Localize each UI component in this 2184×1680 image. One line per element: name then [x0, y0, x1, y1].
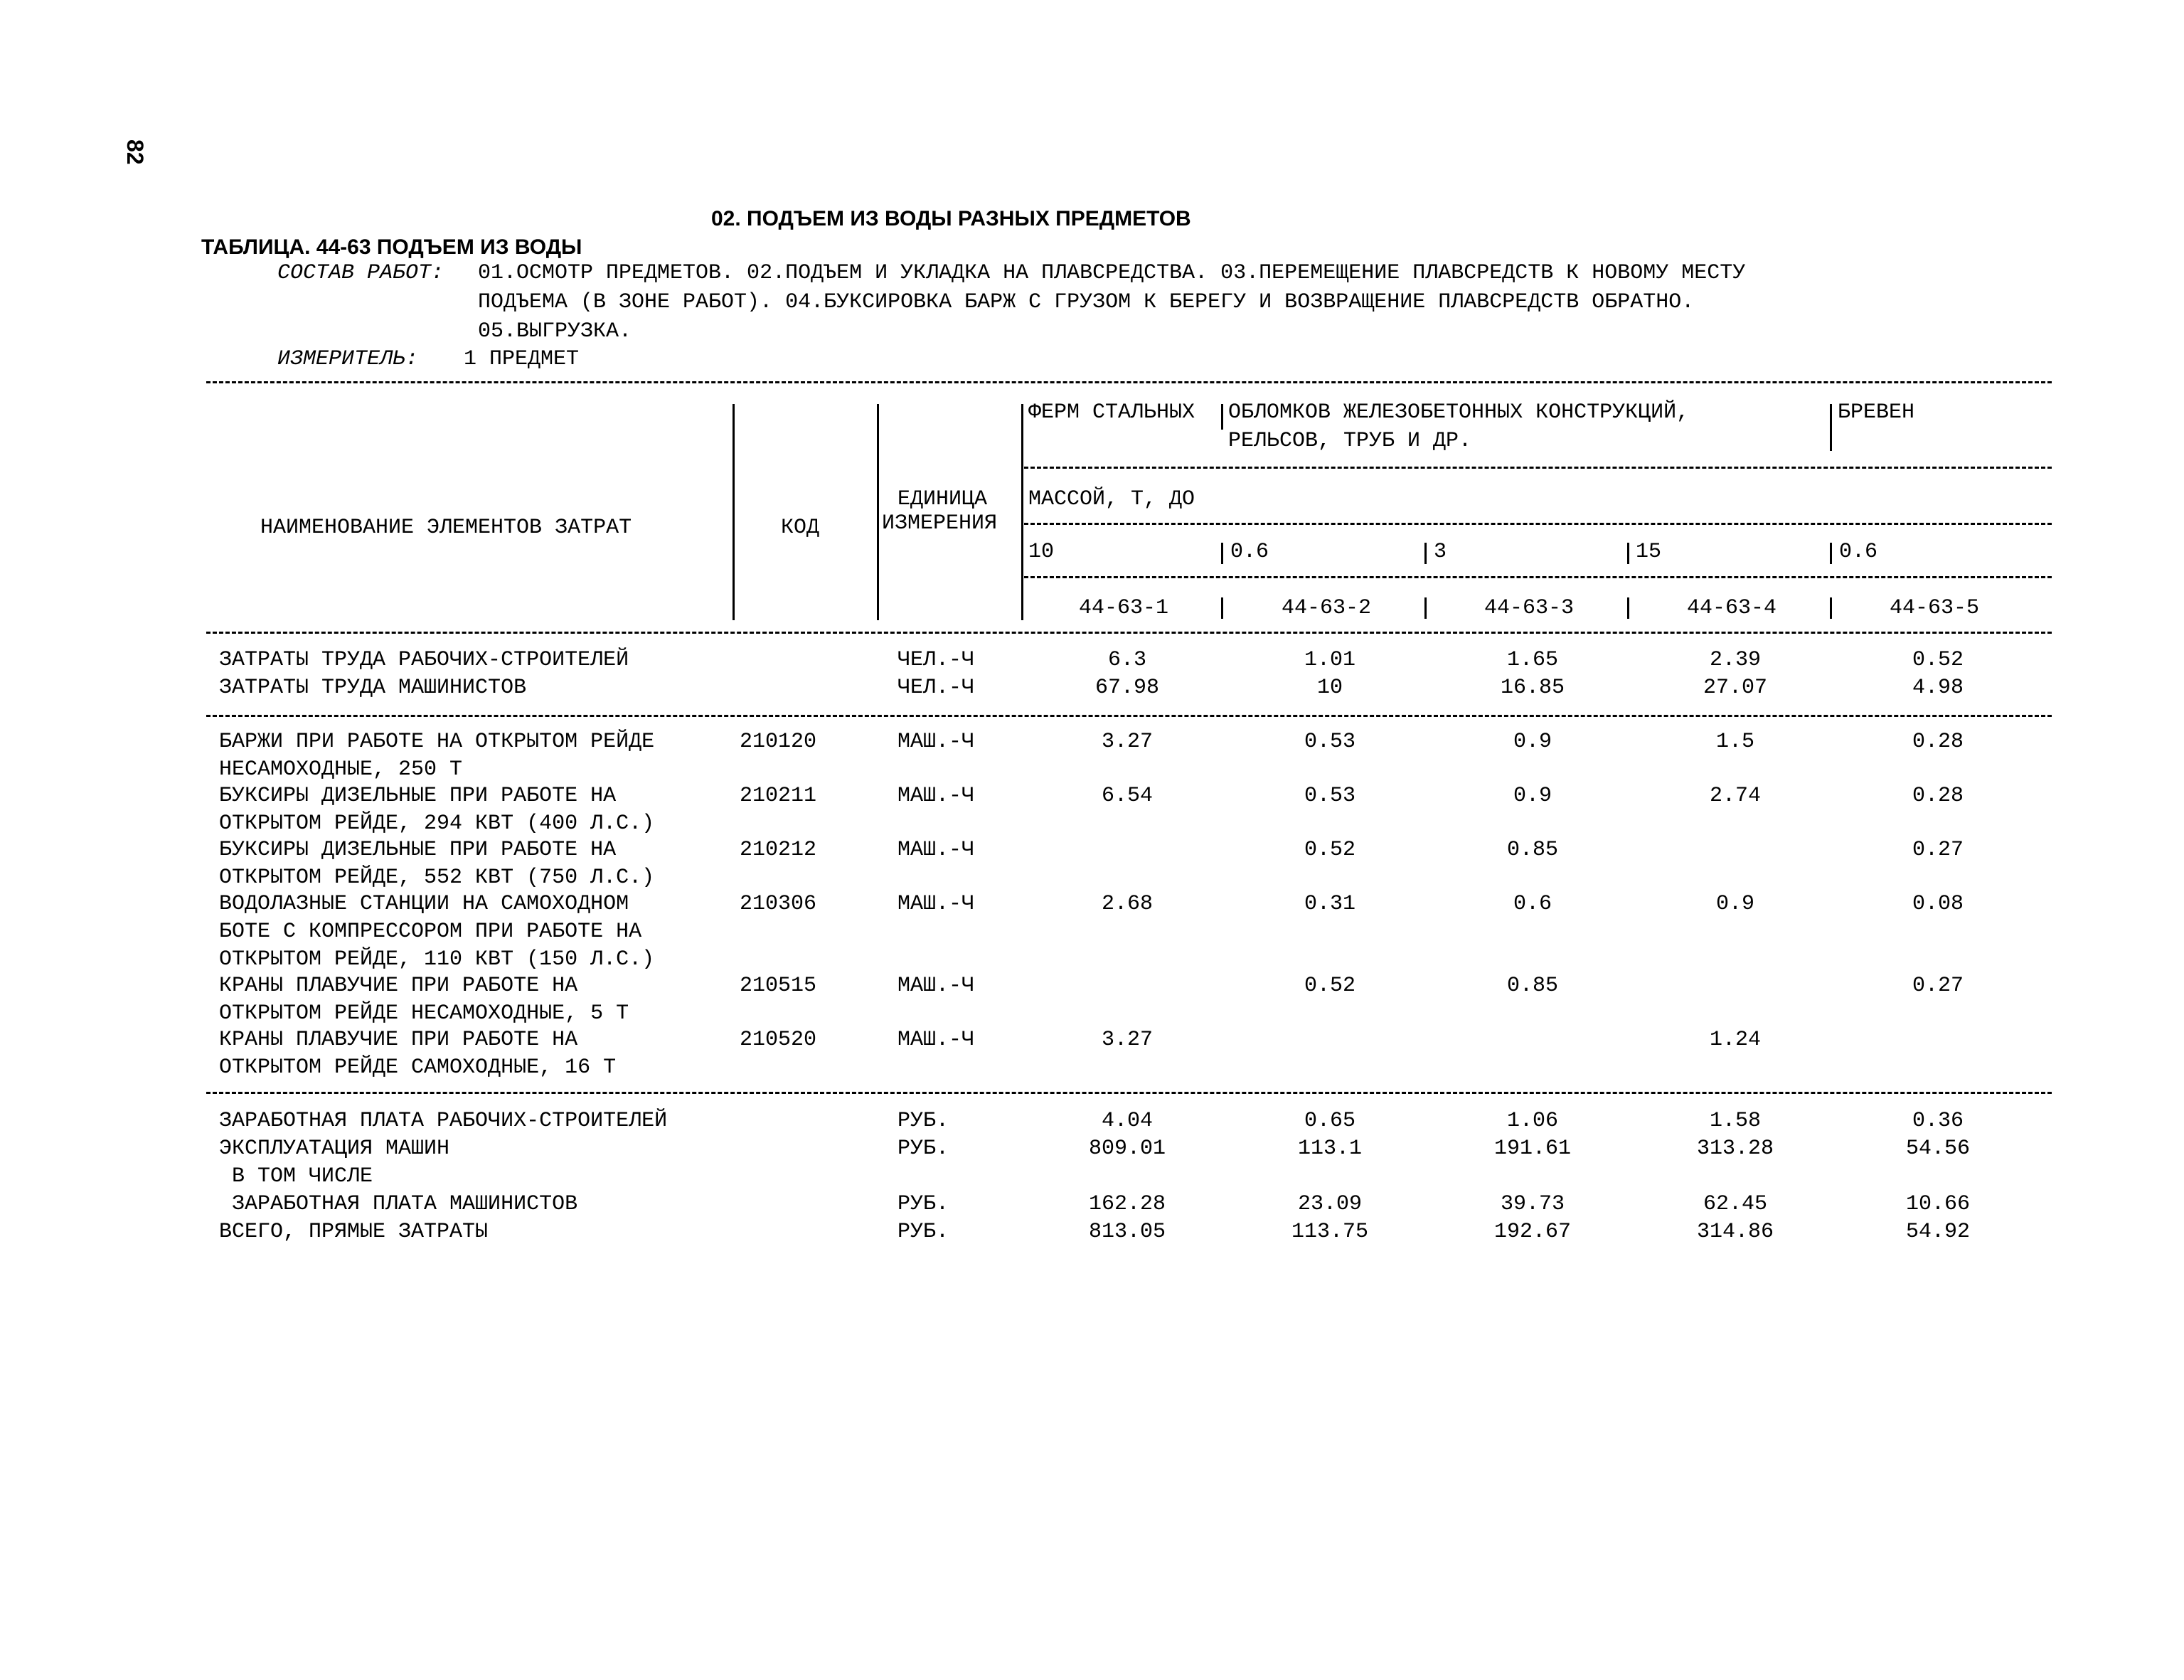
row-code: 210306 — [740, 892, 817, 916]
row-name: ОТКРЫТОМ РЕЙДЕ, 552 КВТ (750 Л.С.) — [219, 866, 655, 890]
vbar-mass-2 — [1424, 543, 1427, 564]
cell-value: 0.27 — [1912, 838, 1964, 862]
work-line-2: ПОДЪЕМА (В ЗОНЕ РАБОТ). 04.БУКСИРОВКА БАРЖ С ГРУЗОМ К БЕРЕГУ И ВОЗВРАЩЕНИЕ ПЛАВСРЕДСТВ ОБРАТНО. — [478, 290, 1695, 314]
header-code-col: 44-63-5 — [1889, 596, 1980, 620]
rule-header-bottom — [206, 632, 2052, 634]
rule-after-labor — [206, 715, 2052, 717]
row-unit: МАШ.-Ч — [897, 1028, 975, 1052]
row-name: БОТЕ С КОМПРЕССОРОМ ПРИ РАБОТЕ НА — [219, 920, 642, 944]
row-name: ЗАРАБОТНАЯ ПЛАТА РАБОЧИХ-СТРОИТЕЛЕЙ — [219, 1109, 668, 1133]
row-name: В ТОМ ЧИСЛЕ — [219, 1164, 373, 1189]
cell-value: 0.9 — [1715, 892, 1754, 916]
header-code-col: 44-63-3 — [1483, 596, 1575, 620]
row-code: 210120 — [740, 730, 817, 754]
cell-value: 1.5 — [1715, 730, 1754, 754]
cell-value: 313.28 — [1696, 1137, 1774, 1161]
cell-value: 1.01 — [1304, 648, 1355, 672]
cell-value: 0.52 — [1304, 838, 1355, 862]
cell-value: 10 — [1316, 676, 1343, 700]
cell-value: 3.27 — [1101, 1028, 1153, 1052]
cell-value: 1.65 — [1506, 648, 1558, 672]
cell-value: 0.53 — [1304, 730, 1355, 754]
row-name: КРАНЫ ПЛАВУЧИЕ ПРИ РАБОТЕ НА — [219, 974, 578, 998]
row-unit: РУБ. — [897, 1192, 949, 1216]
vbar-code — [877, 404, 879, 620]
rule-after-machines — [206, 1092, 2052, 1094]
mass-value: 0.6 — [1839, 540, 1878, 564]
row-unit: МАШ.-Ч — [897, 974, 975, 998]
row-name: ОТКРЫТОМ РЕЙДЕ НЕСАМОХОДНЫЕ, 5 Т — [219, 1001, 629, 1026]
rule-header-1 — [1024, 467, 2052, 469]
row-name: ЗАРАБОТНАЯ ПЛАТА МАШИНИСТОВ — [219, 1192, 578, 1216]
work-label: СОСТАВ РАБОТ: — [277, 261, 444, 285]
mass-value: 10 — [1028, 540, 1055, 564]
row-name: ЗАТРАТЫ ТРУДА МАШИНИСТОВ — [219, 676, 527, 700]
cell-value: 4.98 — [1912, 676, 1964, 700]
mass-value: 3 — [1434, 540, 1447, 564]
cell-value: 0.85 — [1506, 974, 1558, 998]
cell-value: 0.65 — [1304, 1109, 1355, 1133]
cell-value: 54.56 — [1905, 1137, 1970, 1161]
row-unit: РУБ. — [897, 1109, 949, 1133]
cell-value: 0.08 — [1912, 892, 1964, 916]
cell-value: 23.09 — [1297, 1192, 1362, 1216]
cell-value: 6.54 — [1101, 784, 1153, 808]
header-group-debris-2: РЕЛЬСОВ, ТРУБ И ДР. — [1228, 429, 1472, 453]
row-name: ЗАТРАТЫ ТРУДА РАБОЧИХ-СТРОИТЕЛЕЙ — [219, 648, 629, 672]
cell-value: 0.85 — [1506, 838, 1558, 862]
row-name: НЕСАМОХОДНЫЕ, 250 Т — [219, 757, 463, 782]
row-name: ВСЕГО, ПРЯМЫЕ ЗАТРАТЫ — [219, 1220, 489, 1244]
cell-value: 0.28 — [1912, 730, 1964, 754]
row-unit: МАШ.-Ч — [897, 838, 975, 862]
cell-value: 39.73 — [1500, 1192, 1565, 1216]
cell-value: 314.86 — [1696, 1220, 1774, 1244]
cell-value: 3.27 — [1101, 730, 1153, 754]
header-group-debris-1: ОБЛОМКОВ ЖЕЛЕЗОБЕТОННЫХ КОНСТРУКЦИЙ, — [1228, 400, 1690, 425]
cell-value: 192.67 — [1493, 1220, 1572, 1244]
cell-value: 162.28 — [1088, 1192, 1166, 1216]
work-line-3: 05.ВЫГРУЗКА. — [478, 319, 632, 344]
cell-value: 1.58 — [1709, 1109, 1761, 1133]
vbar-unit — [1021, 404, 1023, 620]
cell-value: 809.01 — [1088, 1137, 1166, 1161]
row-code: 210515 — [740, 974, 817, 998]
row-unit: ЧЕЛ.-Ч — [897, 676, 975, 700]
vbar-mass-3 — [1627, 543, 1629, 564]
header-code: КОД — [781, 516, 820, 540]
header-unit-line1: ЕДИНИЦА — [897, 487, 988, 511]
cell-value: 0.52 — [1304, 974, 1355, 998]
mass-value: 0.6 — [1230, 540, 1269, 564]
header-mass: МАССОЙ, Т, ДО — [1028, 487, 1195, 511]
vbar-mass-4 — [1830, 543, 1832, 564]
cell-value: 27.07 — [1703, 676, 1767, 700]
section-title: 02. ПОДЪЕМ ИЗ ВОДЫ РАЗНЫХ ПРЕДМЕТОВ — [711, 207, 1191, 230]
meter-label: ИЗМЕРИТЕЛЬ: — [277, 347, 419, 371]
cell-value: 0.52 — [1912, 648, 1964, 672]
rule-top — [206, 381, 2052, 383]
row-unit: РУБ. — [897, 1220, 949, 1244]
cell-value: 16.85 — [1500, 676, 1565, 700]
cell-value: 2.68 — [1101, 892, 1153, 916]
cell-value: 62.45 — [1703, 1192, 1767, 1216]
cell-value: 0.27 — [1912, 974, 1964, 998]
cell-value: 6.3 — [1107, 648, 1146, 672]
vbar-group-1 — [1221, 404, 1223, 430]
row-unit: РУБ. — [897, 1137, 949, 1161]
row-name: ОТКРЫТОМ РЕЙДЕ, 294 КВТ (400 Л.С.) — [219, 812, 655, 836]
header-name: НАИМЕНОВАНИЕ ЭЛЕМЕНТОВ ЗАТРАТ — [260, 516, 632, 540]
row-unit: МАШ.-Ч — [897, 892, 975, 916]
row-code: 210211 — [740, 784, 817, 808]
header-code-col: 44-63-2 — [1281, 596, 1372, 620]
table-title: ТАБЛИЦА. 44-63 ПОДЪЕМ ИЗ ВОДЫ — [201, 235, 582, 259]
cell-value: 0.53 — [1304, 784, 1355, 808]
cell-value: 0.9 — [1513, 730, 1552, 754]
cell-value: 0.28 — [1912, 784, 1964, 808]
row-name: БУКСИРЫ ДИЗЕЛЬНЫЕ ПРИ РАБОТЕ НА — [219, 784, 617, 808]
cell-value: 0.6 — [1513, 892, 1552, 916]
page-number: 82 — [122, 139, 148, 165]
cell-value: 2.39 — [1709, 648, 1761, 672]
row-code: 210212 — [740, 838, 817, 862]
cell-value: 67.98 — [1094, 676, 1159, 700]
cell-value: 54.92 — [1905, 1220, 1970, 1244]
header-code-col: 44-63-4 — [1686, 596, 1777, 620]
vbar-mass-1 — [1221, 543, 1223, 564]
cell-value: 0.9 — [1513, 784, 1552, 808]
cell-value: 2.74 — [1709, 784, 1761, 808]
vbar-group-2 — [1830, 404, 1832, 451]
vbar-name — [733, 404, 735, 620]
header-unit-line2: ИЗМЕРЕНИЯ — [882, 511, 998, 536]
row-unit: ЧЕЛ.-Ч — [897, 648, 975, 672]
cell-value: 4.04 — [1101, 1109, 1153, 1133]
cell-value: 113.1 — [1297, 1137, 1362, 1161]
cell-value: 1.06 — [1506, 1109, 1558, 1133]
row-unit: МАШ.-Ч — [897, 784, 975, 808]
header-group-farm: ФЕРМ СТАЛЬНЫХ — [1028, 400, 1195, 425]
cell-value: 1.24 — [1709, 1028, 1761, 1052]
mass-value: 15 — [1636, 540, 1662, 564]
row-name: КРАНЫ ПЛАВУЧИЕ ПРИ РАБОТЕ НА — [219, 1028, 578, 1052]
cell-value: 10.66 — [1905, 1192, 1970, 1216]
row-name: ОТКРЫТОМ РЕЙДЕ, 110 КВТ (150 Л.С.) — [219, 947, 655, 972]
row-name: ВОДОЛАЗНЫЕ СТАНЦИИ НА САМОХОДНОМ — [219, 892, 629, 916]
cell-value: 0.36 — [1912, 1109, 1964, 1133]
cell-value: 113.75 — [1291, 1220, 1369, 1244]
header-code-col: 44-63-1 — [1078, 596, 1169, 620]
header-group-logs: БРЕВЕН — [1838, 400, 1915, 425]
cell-value: 813.05 — [1088, 1220, 1166, 1244]
row-name: ЭКСПЛУАТАЦИЯ МАШИН — [219, 1137, 450, 1161]
row-name: БУКСИРЫ ДИЗЕЛЬНЫЕ ПРИ РАБОТЕ НА — [219, 838, 617, 862]
row-unit: МАШ.-Ч — [897, 730, 975, 754]
cell-value: 191.61 — [1493, 1137, 1572, 1161]
rule-header-2 — [1024, 523, 2052, 525]
row-name: БАРЖИ ПРИ РАБОТЕ НА ОТКРЫТОМ РЕЙДЕ — [219, 730, 655, 754]
row-name: ОТКРЫТОМ РЕЙДЕ САМОХОДНЫЕ, 16 Т — [219, 1056, 617, 1080]
work-line-1: 01.ОСМОТР ПРЕДМЕТОВ. 02.ПОДЪЕМ И УКЛАДКА НА ПЛАВСРЕДСТВА. 03.ПЕРЕМЕЩЕНИЕ ПЛАВСРЕДСТВ К НОВОМУ МЕСТУ — [478, 261, 1746, 285]
cell-value: 0.31 — [1304, 892, 1355, 916]
meter-value: 1 ПРЕДМЕТ — [464, 347, 580, 371]
row-code: 210520 — [740, 1028, 817, 1052]
rule-header-3 — [1024, 576, 2052, 578]
